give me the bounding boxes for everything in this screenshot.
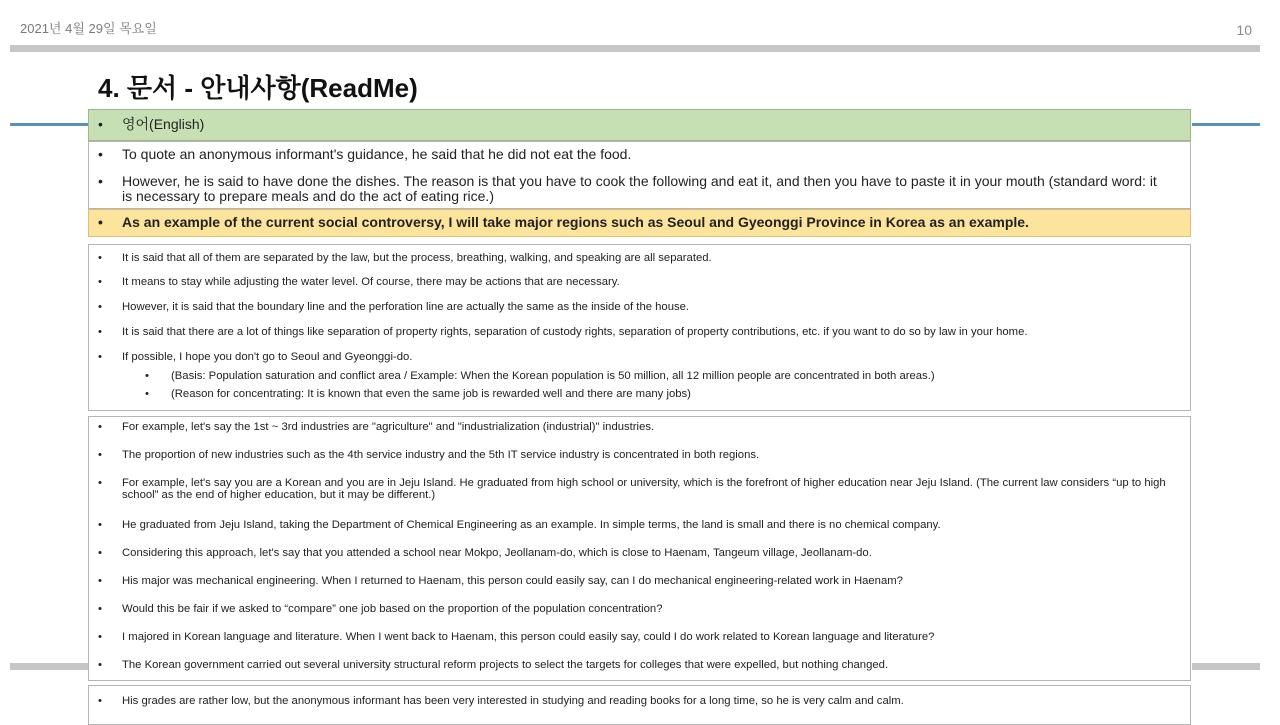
- bullet-icon: •: [98, 214, 103, 230]
- list-item-text: To quote an anonymous informant's guidance, he said that he did not eat the food.: [122, 146, 632, 162]
- list-item-text: For example, let's say you are a Korean and you are in Jeju Island. He graduated from high school or university, which is the forefront of higher education near Jeju Island. (The current law considers “up to high school” as the end of higher education, but it may be different.): [122, 477, 1166, 501]
- list-item-text: His grades are rather low, but the anonymous informant has been very interested in studying and reading books for a long time, so he is very calm and calm.: [122, 695, 904, 707]
- bullet-icon: •: [145, 388, 149, 400]
- list-item: [89, 478, 1190, 502]
- list-item: [89, 174, 1190, 203]
- accent-line-right: [1192, 123, 1260, 126]
- bullet-icon: •: [98, 449, 102, 461]
- list-item-text: For example, let's say the 1st ~ 3rd industries are "agriculture" and "industrialization (industrial)" industries.: [122, 421, 655, 433]
- highlight-box: [88, 209, 1191, 237]
- bullet-icon: •: [98, 276, 102, 288]
- footer-line-left: [10, 663, 90, 670]
- list-item-text: However, he is said to have done the dishes. The reason is that you have to cook the following and eat it, and then you have to paste it in your mouth (standard word: it is necessary to prepare meals and do the act of eating rice.): [122, 173, 1157, 204]
- list-item: [89, 117, 1190, 132]
- list-item-text: Would this be fair if we asked to “compare” one job based on the proportion of the population concentration?: [122, 603, 663, 615]
- bullet-icon: •: [98, 631, 102, 643]
- list-item-text: It means to stay while adjusting the water level. Of course, there may be actions that are necessary.: [122, 276, 620, 288]
- list-item: [89, 147, 1190, 162]
- bullet-icon: •: [98, 351, 102, 363]
- bullet-icon: •: [98, 173, 103, 189]
- accent-line-left: [10, 123, 90, 126]
- intro-box: [88, 141, 1191, 209]
- footer-line-right: [1192, 663, 1260, 670]
- list-item-text: However, it is said that the boundary line and the perforation line are actually the same as the inside of the house.: [122, 301, 690, 313]
- bullet-icon: •: [98, 301, 102, 313]
- list-item: [89, 520, 1190, 532]
- list-item-text: The Korean government carried out several university structural reform projects to select the targets for colleges that were expelled, but nothing changed.: [122, 659, 889, 671]
- bullet-icon: •: [98, 659, 102, 671]
- bullet-icon: •: [98, 547, 102, 559]
- bullet-icon: •: [98, 695, 102, 707]
- bullet-icon: •: [98, 477, 102, 489]
- slide-title: 4. 문서 - 안내사항(ReadMe): [98, 73, 418, 103]
- bullet-icon: •: [98, 146, 103, 162]
- regional-separation-box: [88, 244, 1191, 411]
- sub-list-item: [89, 388, 1190, 400]
- language-header-box: [88, 109, 1191, 141]
- list-item: [89, 422, 1190, 434]
- sub-list-item-text: (Basis: Population saturation and conflict area / Example: When the Korean population is 50 million, all 12 million people are concentrated in both areas.): [171, 370, 935, 382]
- list-item-text: Considering this approach, let's say that you attended a school near Mokpo, Jeollanam-do, which is close to Haenam, Tangeum village, Jeollanam-do.: [122, 547, 872, 559]
- list-item-text: I majored in Korean language and literature. When I went back to Haenam, this person could easily say, could I do work related to Korean language and literature?: [122, 631, 935, 643]
- language-label: 영어(English): [122, 116, 205, 132]
- list-item: [89, 302, 1190, 314]
- list-item: [89, 327, 1190, 339]
- page-number: 10: [1236, 22, 1252, 38]
- list-item: [89, 352, 1190, 364]
- list-item: [89, 632, 1190, 644]
- sub-list-item-text: (Reason for concentrating: It is known that even the same job is rewarded well and there are many jobs): [171, 388, 691, 400]
- list-item: [89, 253, 1190, 265]
- list-item: [89, 660, 1190, 672]
- bullet-icon: •: [98, 519, 102, 531]
- bullet-icon: •: [98, 421, 102, 433]
- bullet-icon: •: [145, 370, 149, 382]
- bullet-icon: •: [98, 603, 102, 615]
- list-item-text: It is said that there are a lot of things like separation of property rights, separation of custody rights, separation of property contributions, etc. if you want to do so by law in your home.: [122, 326, 1028, 338]
- header-bar: [10, 45, 1260, 52]
- list-item-text: The proportion of new industries such as the 4th service industry and the 5th IT service industry is concentrated in both regions.: [122, 449, 760, 461]
- bullet-icon: •: [98, 252, 102, 264]
- sub-list-item: [89, 370, 1190, 382]
- list-item-text: It is said that all of them are separated by the law, but the process, breathing, walking, and speaking are all separated.: [122, 252, 712, 264]
- list-item: [89, 548, 1190, 560]
- list-item-text: He graduated from Jeju Island, taking the Department of Chemical Engineering as an example. In simple terms, the land is small and there is no chemical company.: [122, 519, 941, 531]
- list-item: [89, 576, 1190, 588]
- bullet-icon: •: [98, 326, 102, 338]
- list-item: [89, 215, 1190, 230]
- list-item-text: If possible, I hope you don't go to Seoul and Gyeonggi-do.: [122, 351, 413, 363]
- slide-date: 2021년 4월 29일 목요일: [20, 21, 157, 36]
- list-item: [89, 696, 1190, 708]
- list-item: [89, 277, 1190, 289]
- bullet-icon: •: [98, 575, 102, 587]
- industry-example-box: [88, 416, 1191, 681]
- informant-note-box: [88, 685, 1191, 725]
- bullet-icon: •: [98, 116, 103, 132]
- highlight-text: As an example of the current social controversy, I will take major regions such as Seoul and Gyeonggi Province in Korea as an example.: [122, 214, 1029, 230]
- list-item-text: His major was mechanical engineering. When I returned to Haenam, this person could easily say, can I do mechanical engineering-related work in Haenam?: [122, 575, 903, 587]
- list-item: [89, 604, 1190, 616]
- list-item: [89, 450, 1190, 462]
